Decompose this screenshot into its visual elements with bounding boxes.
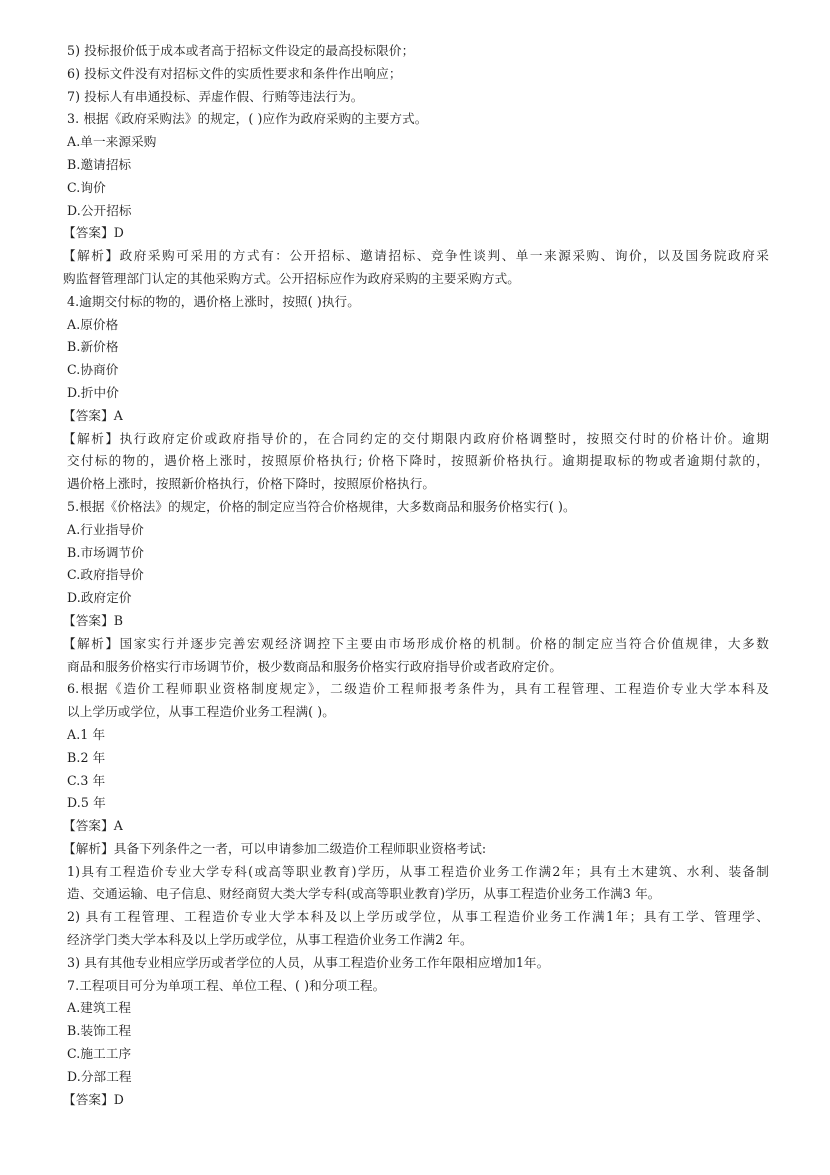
question-7: [63, 975, 769, 1112]
option-a: A.行业指导价: [67, 521, 144, 537]
list-item: 6) 投标文件没有对招标文件的实质性要求和条件作出响应；: [67, 65, 402, 81]
option-b: B.新价格: [67, 339, 119, 355]
question-stem: 7.工程项目可分为单项工程、单位工程、( )和分项工程。: [67, 977, 386, 993]
option-a: A.建筑工程: [67, 1000, 132, 1016]
option-c: C.协商价: [67, 362, 119, 378]
document-page: [63, 40, 769, 1111]
analysis-line: 购监督管理部门认定的其他采购方式。公开招标应作为政府采购的主要采购方式。: [63, 270, 520, 286]
analysis-line: 交付标的物的，遇价格上涨时，按照原价格执行; 价格下降时，按照新价格执行。逾期提取标的物或者逾期付款的，: [67, 453, 769, 469]
previous-question-continuation: [67, 40, 769, 108]
answer-label: 【答案】D: [63, 1091, 124, 1107]
analysis-line: 【解析】国家实行并逐步完善宏观经济调控下主要由市场形成价格的机制。价格的制定应当符合价值规律，大多数: [63, 635, 769, 651]
analysis-item-2: [67, 906, 769, 952]
question-stem-line: 6.根据《造价工程师职业资格制度规定》，二级造价工程师报考条件为，具有工程管理、工程造价专业大学本科及: [67, 681, 769, 697]
option-b: B.邀请招标: [67, 156, 132, 172]
answer-label: 【答案】D: [63, 225, 124, 241]
question-3: [63, 108, 769, 290]
analysis: [63, 428, 769, 496]
option-b: B.装饰工程: [67, 1023, 132, 1039]
option-c: C.3 年: [67, 772, 106, 788]
analysis: [63, 633, 769, 679]
option-b: B.市场调节价: [67, 544, 144, 560]
option-a: A.原价格: [67, 316, 119, 332]
analysis-line: 造、交通运输、电子信息、财经商贸大类大学专科(或高等职业教育)学历，从事工程造价业务工作满3 年。: [67, 886, 661, 902]
option-c: C.政府指导价: [67, 567, 144, 583]
analysis-line: 2) 具有工程管理、工程造价专业大学本科及以上学历或学位，从事工程造价业务工作满1年；具有工学、管理学、: [67, 909, 769, 925]
question-6: [63, 678, 769, 974]
question-stem: 5.根据《价格法》的规定，价格的制定应当符合价格规律，大多数商品和服务价格实行( )。: [67, 498, 576, 514]
question-5: [63, 496, 769, 678]
answer-label: 【答案】B: [63, 612, 124, 628]
analysis-line: 【解析】具备下列条件之一者，可以申请参加二级造价工程师职业资格考试:: [63, 840, 487, 856]
question-stem-line: 以上学历或学位，从事工程造价业务工程满( )。: [67, 704, 336, 720]
option-b: B.2 年: [67, 749, 106, 765]
option-c: C.施工工序: [67, 1046, 132, 1062]
list-item: 7) 投标人有串通投标、弄虚作假、行贿等违法行为。: [67, 88, 364, 104]
list-item: 5) 投标报价低于成本或者高于招标文件设定的最高投标限价；: [67, 43, 415, 58]
answer-label: 【答案】A: [63, 818, 123, 834]
analysis-line: 商品和服务价格实行市场调节价，极少数商品和服务价格实行政府指导价或者政府定价。: [67, 658, 563, 674]
analysis: [63, 245, 769, 291]
question-stem: 3. 根据《政府采购法》的规定，( )应作为政府采购的主要方式。: [67, 111, 428, 127]
option-d: D.折中价: [67, 384, 119, 400]
question-stem: [67, 678, 769, 724]
analysis-line: 1)具有工程造价专业大学专科(或高等职业教育)学历，从事工程造价业务工作满2年；具有土木建筑、水利、装备制: [67, 863, 769, 879]
option-a: A.单一来源采购: [67, 134, 157, 150]
option-d: D.分部工程: [67, 1068, 132, 1084]
analysis-line: 经济学门类大学本科及以上学历或学位，从事工程造价业务工作满2 年。: [67, 932, 473, 948]
answer-label: 【答案】A: [63, 407, 123, 423]
option-c: C.询价: [67, 179, 106, 195]
question-stem: 4.逾期交付标的物的，遇价格上涨时，按照( )执行。: [67, 293, 360, 309]
analysis-line: 【解析】执行政府定价或政府指导价的，在合同约定的交付期限内政府价格调整时，按照交付时的价格计价。逾期: [63, 430, 769, 446]
analysis-line: 遇价格上涨时，按照新价格执行，价格下降时，按照原价格执行。: [67, 476, 436, 492]
option-d: D.政府定价: [67, 590, 132, 606]
option-d: D.公开招标: [67, 202, 132, 218]
analysis-item-1: [67, 861, 769, 907]
option-a: A.1 年: [67, 726, 106, 742]
analysis-line: 【解析】政府采购可采用的方式有：公开招标、邀请招标、竞争性谈判、单一来源采购、询价，以及国务院政府采: [63, 248, 769, 264]
analysis-line: 3) 具有其他专业相应学历或者学位的人员，从事工程造价业务工作年限相应增加1年。: [67, 954, 550, 970]
option-d: D.5 年: [67, 795, 106, 811]
question-4: [63, 291, 769, 496]
